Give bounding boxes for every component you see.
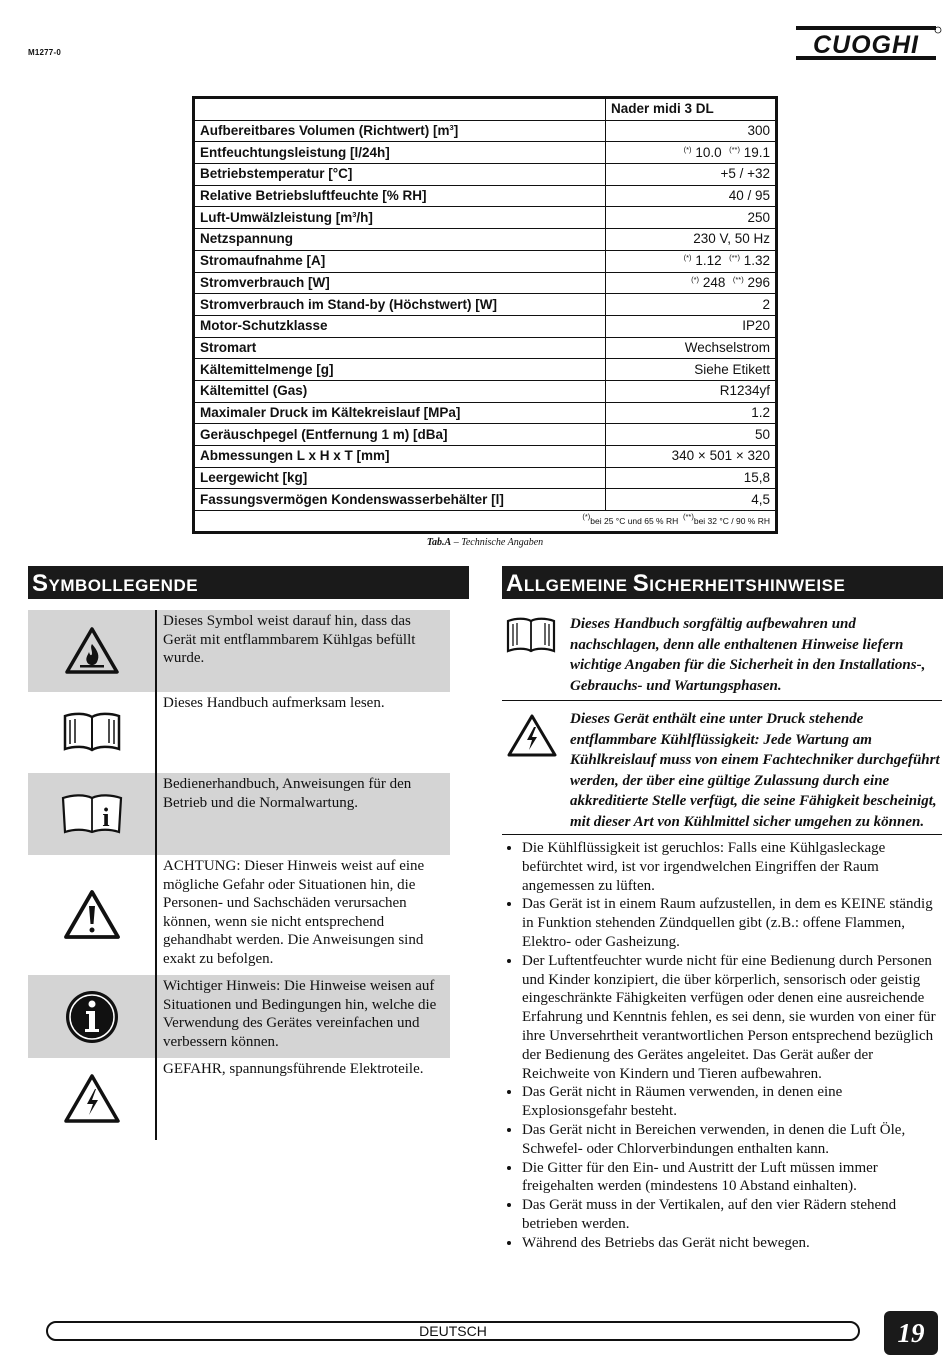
list-item: • Das Gerät muss in der Vertikalen, auf den vier Rädern stehend betrieben werden. [522,1196,942,1234]
svg-text:i: i [102,803,110,832]
table-row: Entfeuchtungsleistung [l/24h] (*) 10.0 (**) 19.1 [194,142,777,164]
legend-divider [155,610,157,1140]
brand-logo [796,26,942,60]
table-row: Kältemittel (Gas) R1234yf [194,380,777,402]
language-footer: DEUTSCH [46,1321,860,1341]
refrigerant-warning: Dieses Gerät enthält eine unter Druck stehende entflammbare Kühlflüssigkeit: Jede Wartung am Kühlkreislauf muss von einem Fachtechniker durchgeführt werden, der über eine gültige Zulassung durch eine akkreditierte Stelle verfügt, die seine Fähigkeit bescheinigt, mit dieser Art von Kühlmittel sicher umgehen zu können. [502,701,942,835]
table-row: Stromverbrauch [W] (*) 248 (**) 296 [194,272,777,294]
table-row: Stromart Wechselstrom [194,337,777,359]
table-row: Stromaufnahme [A] (*) 1.12 (**) 1.32 [194,250,777,272]
attention-warning-icon [28,855,156,975]
table-row: Maximaler Druck im Kältekreislauf [MPa] 1.2 [194,402,777,424]
legend-item: Dieses Symbol weist darauf hin, dass das Gerät mit entflammbarem Kühlgas befüllt wurde. [28,610,450,692]
symbol-legend-heading: SYMBOLLEGENDE [28,566,469,599]
table-row: Aufbereitbares Volumen (Richtwert) $[m^3]$ 300 [194,120,777,142]
header-blank-cell [194,98,606,121]
list-item: • Die Kühlflüssigkeit ist geruchlos: Falls eine Kühlgasleckage befürchtet wird, ist vor irgendwelchen Eingriffen der Raum angemessen zu lüften. [522,839,942,895]
general-safety-heading: ALLGEMEINE SICHERHEITSHINWEISE [502,566,943,599]
table-row: Netzspannung 230 V, 50 Hz [194,229,777,251]
table-row: Fassungsvermögen Kondenswasserbehälter [l] 4,5 [194,489,777,511]
table-row: Abmessungen L x H x T [mm] 340 × 501 × 320 [194,446,777,468]
table-row: Stromverbrauch im Stand-by (Höchstwert) [W] 2 [194,294,777,316]
electrical-hazard-icon [506,713,558,766]
model-header: Nader midi 3 DL [606,98,777,121]
manual-book-icon [506,616,556,663]
list-item: • Das Gerät ist in einem Raum aufzustellen, in dem es KEINE ständig in Funktion stehenden Zündquellen gibt (z.B.: offene Flammen, Elektro- oder Gasheizung. [522,895,942,951]
table-caption: Tab.A – Technische Angaben [426,537,544,548]
legend-item: ACHTUNG: Dieser Hinweis weist auf eine mögliche Gefahr oder Situationen hin, die Personen- und Sachschäden verursachen können, wenn sie nicht entsprechend gehandhabt werden. Die Anweisungen sind exakt zu befolgen. [28,855,450,975]
manual-warning: Dieses Handbuch sorgfältig aufbewahren und nachschlagen, denn alle enthaltenen Hinweise liefern wichtige Angaben für die Sicherheit in den Installations-, Gebrauchs- und Wartungsphasen. [502,612,942,701]
legend-item: Dieses Handbuch aufmerksam lesen. [28,692,450,773]
table-row: Geräuschpegel (Entfernung 1 m) [dBa] 50 [194,424,777,446]
brand-logo-text: CUOGHI [813,31,919,59]
table-header-row [194,98,777,121]
list-item: • Während des Betriebs das Gerät nicht bewegen. [522,1234,942,1253]
legend-item: GEFAHR, spannungsführende Elektroteile. [28,1058,450,1140]
manual-book-icon [28,692,156,773]
legend-item: i Bedienerhandbuch, Anweisungen für den Betrieb und die Normalwartung. [28,773,450,855]
electrical-hazard-icon [28,1058,156,1140]
table-row: Kältemittelmenge [g] Siehe Etikett [194,359,777,381]
list-item: • Die Gitter für den Ein- und Austritt der Luft müssen immer freigehalten werden (mindestens 10 Abstand einhalten). [522,1159,942,1197]
table-row: Luft-Umwälzleistung $[m^3/h]$ 250 [194,207,777,229]
list-item: • Das Gerät nicht in Bereichen verwenden, in denen die Luft Öle, Schwefel- oder Chlorverbindungen enthalten kann. [522,1121,942,1159]
flammable-gas-warning-icon [28,610,156,692]
table-footnote-row [194,511,777,533]
symbol-legend [28,610,450,1140]
list-item: • Das Gerät nicht in Räumen verwenden, in denen eine Explosionsgefahr besteht. [522,1083,942,1121]
safety-instructions [502,612,942,1253]
table-row: Motor-Schutzklasse IP20 [194,315,777,337]
document-code: M1277-0 [28,48,61,57]
table-row: Relative Betriebsluftfeuchte [% RH] 40 / 95 [194,185,777,207]
safety-bullet-list [502,839,942,1253]
technical-data-table [192,96,778,534]
table-footnote: (*)bei 25 °C und 65 % RH (**)bei 32 °C / 90 % RH [194,511,777,533]
table-row: Betriebstemperatur [°C] +5 / +32 [194,164,777,186]
legend-item: Wichtiger Hinweis: Die Hinweise weisen auf Situationen und Bedingungen hin, welche die Verwendung des Gerätes vereinfachen und verbessern können. [28,975,450,1058]
list-item: • Der Luftentfeuchter wurde nicht für eine Bedienung durch Personen und Kinder konzipiert, die über körperlich, sensorisch oder geistig eingeschränkte Fähigkeiten verfügen oder denen eine ausreichende Erfahrung und Kenntnis fehlen, es sei denn, sie wurden von einer für ihre Unversehrtheit verantwortlichen Person entsprechend bezüglich der Bedienung des Gerätes angeleitet. Das Gerät außer der Reichweite von Kindern und Tieren aufbewahren. [522,952,942,1084]
table-row: Leergewicht [kg] 15,8 [194,467,777,489]
page-number: 19 [884,1311,938,1355]
info-circle-icon [28,975,156,1058]
operator-manual-info-icon [28,773,156,855]
